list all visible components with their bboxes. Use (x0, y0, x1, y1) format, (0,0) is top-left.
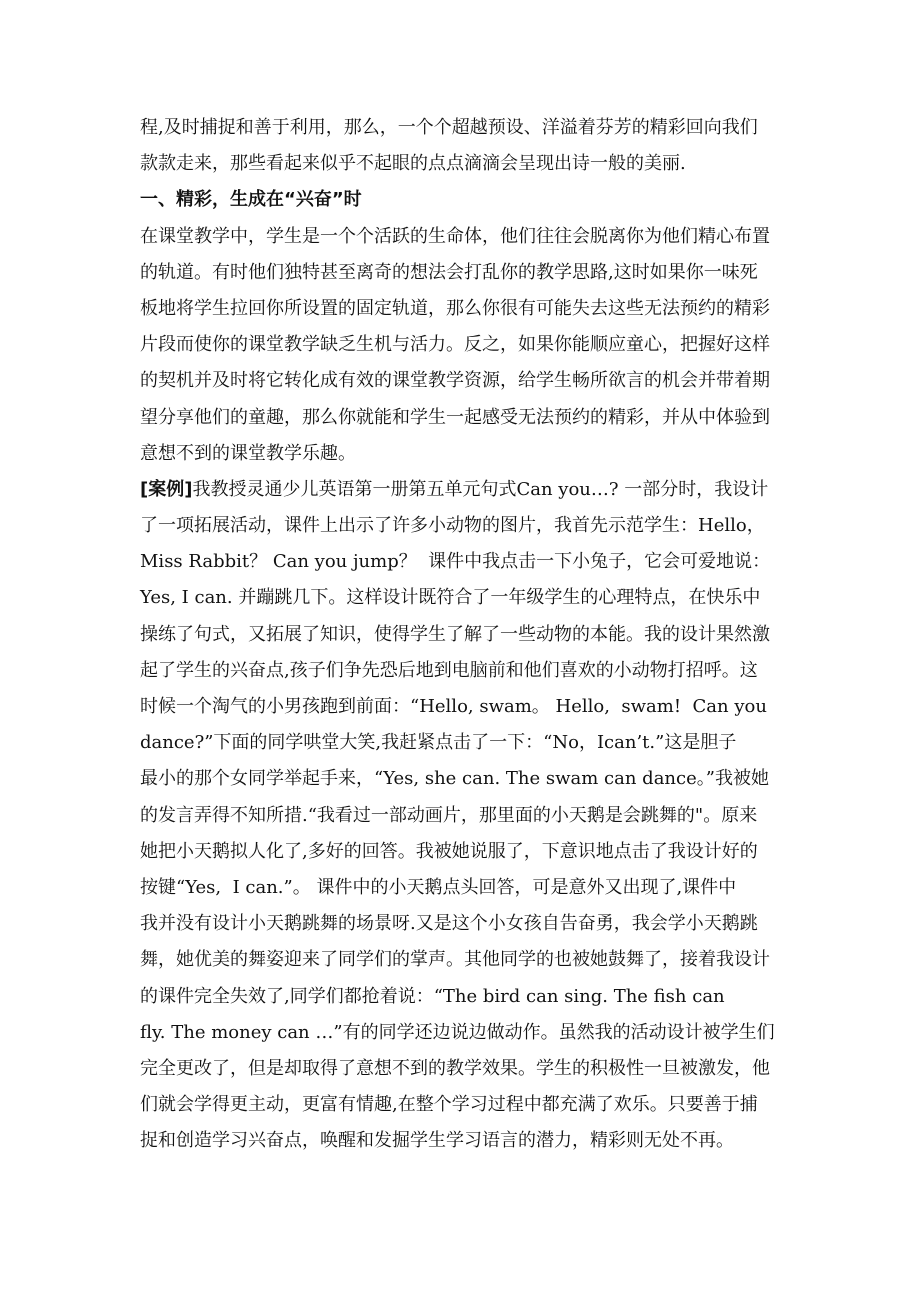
intro-line: 程,及时捕捉和善于利用，那么，一个个超越预设、洋溢着芬芳的精彩回向我们 (140, 117, 758, 138)
case-line: 舞，她优美的舞姿迎来了同学们的掌声。其他同学的也被她鼓舞了，接着我设计 (140, 949, 770, 971)
paragraph-line: 意想不到的课堂教学乐趣。 (140, 442, 356, 464)
case-line: 捉和创造学习兴奋点，唤醒和发掘学生学习语言的潜力，精彩则无处不再。 (140, 1130, 734, 1152)
case-line: 她把小天鹅拟人化了,多好的回答。我被她说服了，下意识地点击了我设计好的 (140, 840, 758, 862)
document-body (140, 110, 790, 1159)
case-line: 完全更改了，但是却取得了意想不到的教学效果。学生的积极性一旦被激发，他 (140, 1057, 770, 1079)
case-line: 时候一个淘气的小男孩跑到前面：“Hello, swam。 Hello, swam! Can you (140, 696, 767, 717)
case-line: 最小的那个女同学举起手来，“Yes, she can. The swam can dance。”我被她 (140, 768, 769, 790)
case-line: 了一项拓展活动，课件上出示了许多小动物的图片，我首先示范学生：Hello， (140, 515, 765, 537)
case-line: fly. The money can …”有的同学还边说边做动作。虽然我的活动设计被学生们 (140, 1021, 775, 1043)
case-line: 的课件完全失效了,同学们都抢着说：“The bird can sing. The fish can (140, 985, 725, 1007)
section-heading: 一、精彩，生成在“兴奋”时 (140, 189, 362, 211)
paragraph-line: 的契机并及时将它转化成有效的课堂教学资源，给学生畅所欲言的机会并带着期 (140, 370, 770, 392)
case-line: 的发言弄得不知所措.“我看过一部动画片，那里面的小天鹅是会跳舞的"。原来 (140, 804, 758, 826)
case-line: 操练了句式，又拓展了知识，使得学生了解了一些动物的本能。我的设计果然激 (140, 623, 770, 645)
case-line: 们就会学得更主动，更富有情趣,在整个学习过程中都充满了欢乐。只要善于捕 (140, 1094, 758, 1116)
case-first-line (140, 472, 790, 508)
case-line: 我并没有设计小天鹅跳舞的场景呀.又是这个小女孩自告奋勇，我会学小天鹅跳 (140, 913, 758, 935)
paragraph-line: 片段而使你的课堂教学缺乏生机与活力。反之，如果你能顺应童心，把握好这样 (140, 334, 770, 356)
case-line: 起了学生的兴奋点,孩子们争先恐后地到电脑前和他们喜欢的小动物打招呼。这 (140, 659, 758, 681)
paragraph-line: 板地将学生拉回你所设置的固定轨道，那么你很有可能失去这些无法预约的精彩 (140, 297, 770, 319)
paragraph-line: 的轨道。有时他们独特甚至离奇的想法会打乱你的教学思路,这时如果你一味死 (140, 261, 758, 283)
case-first-line-text: 我教授灵通少儿英语第一册第五单元句式Can you…? 一部分时，我设计 (192, 478, 769, 500)
case-label: [案例] (140, 478, 193, 500)
case-line: Yes, I can. 并蹦跳几下。这样设计既符合了一年级学生的心理特点，在快乐中 (140, 587, 761, 609)
case-line: 按键“Yes, I can.”。 课件中的小天鹅点头回答，可是意外又出现了,课件中 (140, 876, 737, 898)
intro-line: 款款走来，那些看起来似乎不起眼的点点滴滴会呈现出诗一般的美丽. (140, 153, 686, 175)
paragraph-line: 在课堂教学中，学生是一个个活跃的生命体，他们往往会脱离你为他们精心布置 (140, 225, 770, 247)
paragraph-line: 望分享他们的童趣，那么你就能和学生一起感受无法预约的精彩，并从中体验到 (140, 406, 770, 428)
case-line: dance?”下面的同学哄堂大笑,我赶紧点击了一下：“No，Ican’t.”这是胆子 (140, 732, 737, 754)
case-line: Miss Rabbit？ Can you jump？ 课件中我点击一下小兔子，它会可爱地说： (140, 551, 771, 573)
